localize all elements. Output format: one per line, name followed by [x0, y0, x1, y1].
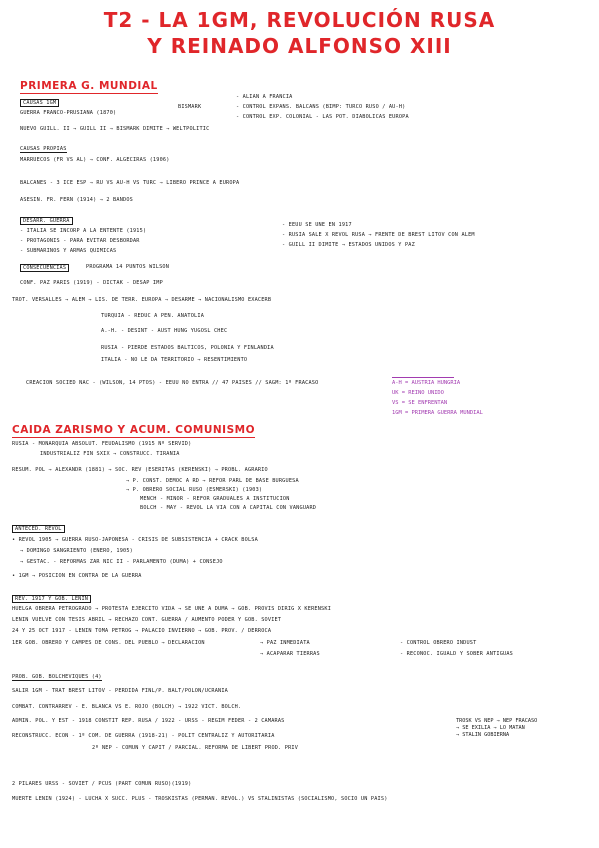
- note-line: MENCH - MINOR - REFOR GRADUALES A INSTITUCION: [140, 496, 290, 502]
- note-line: TROT. VERSALLES → ALEM → LIS. DE TERR. EUROPA → DESARME → NACIONALISMO EXACERB: [12, 297, 272, 303]
- note-line: CONF. PAZ PARIS (1919) - DICTAK - DESAP IMP: [20, 280, 163, 286]
- trick-line: → STALIN GOBIERNA: [456, 732, 510, 738]
- note-line: LENIN VUELVE CON TESIS ABRIL → RECHAZO CONT. GUERRA / AUMENTO PODER Y GOB. SOVIET: [12, 617, 282, 623]
- note-line: - CONTROL EXP. COLONIAL - LAS POT. DIABOLICAS EUROPA: [236, 114, 409, 120]
- note-line: MUERTE LENIN (1924) - LUCHA X SUCC. PLUS - TROSKISTAS (PERMAN. REVOL.) VS STALINISTAS (SOCIALISMO, SOCIO UN PAIS): [12, 796, 388, 802]
- note-line: - GUILL II DIMITE → ESTADOS UNIDOS Y PAZ: [282, 242, 415, 248]
- section-heading-russia: CAIDA ZARISMO Y ACUM. COMUNISMO: [12, 424, 256, 436]
- note-line: → GESTAC. - REFORMAS ZAR NIC II - PARLAMENTO (DUMA) + CONSEJO: [20, 559, 223, 565]
- note-line: - ITALIA SE INCORP A LA ENTENTE (1915): [20, 228, 147, 234]
- note-line: - EEUU SE UNE EN 1917: [282, 222, 352, 228]
- note-line: CREACION SOCIED NAC - (WILSON, 14 PTOS) - EEUU NO ENTRA // 47 PAISES // SAGM: 1º FRACASO: [26, 380, 319, 386]
- note-line: RESUM. POL → ALEXANDR (1881) → SOC. REV (ESERITAS (KERENSKI) → PROBL. AGRARIO: [12, 467, 268, 473]
- note-line: COMBAT. CONTRARREV - E. BLANCA VS E. ROJO (BOLCH) → 1922 VICT. BOLCH.: [12, 704, 242, 710]
- note-line: ANTECED. REVOL: [12, 525, 65, 533]
- note-line: 24 Y 25 OCT 1917 - LENIN TOMA PETROG → PALACIO INVIERNO → GOB. PROV. / DERROCA: [12, 628, 272, 634]
- note-line: RUSIA - PIERDE ESTADOS BALTICOS, POLONIA Y FINLANDIA: [101, 345, 274, 351]
- note-line: CAUSAS PROPIAS: [20, 146, 67, 152]
- trick-line: → SE EXILIA → LO MATAN: [456, 725, 525, 731]
- note-line: PROGRAMA 14 PUNTOS WILSON: [86, 264, 170, 270]
- note-line: NUEVO GUILL. II → GUILL II → BISMARK DIMITE → WELTPOLITIC: [20, 126, 210, 132]
- note-line: BOLCH - MAY - REVOL LA VIA CON A CAPITAL CON VANGUARD: [140, 505, 317, 511]
- note-line: TURQUIA - REDUC A PEN. ANATOLIA: [101, 313, 205, 319]
- section-heading-ww1: PRIMERA G. MUNDIAL: [20, 80, 158, 92]
- note-line: RUSIA - MONARQUIA ABSOLUT. FEUDALISMO (1915 Nº SERVID): [12, 441, 192, 447]
- page-title-line-1: T2 - LA 1GM, REVOLUCIÓN RUSA: [103, 8, 496, 32]
- page-title-line-2: Y REINADO ALFONSO XIII: [147, 34, 452, 58]
- note-line: MARRUECOS (FR VS AL) → CONF. ALGECIRAS (1906): [20, 157, 170, 163]
- key-item: A-H = AUSTRIA HUNGRIA: [392, 380, 461, 386]
- note-line: 2 PILARES URSS - SOVIET / PCUS (PART COMUN RUSO)(1919): [12, 781, 192, 787]
- note-line: → PAZ INMEDIATA: [260, 640, 310, 646]
- note-line: ASESIN. FR. FERN (1914) → 2 BANDOS: [20, 197, 133, 203]
- note-line: BISMARK: [178, 104, 202, 110]
- note-line: - CONTROL OBRERO INDUST: [400, 640, 477, 646]
- key-item: VS = SE ENFRENTAN: [392, 400, 448, 406]
- key-item: 1GM = PRIMERA GUERRA MUNDIAL: [392, 410, 483, 416]
- abbreviation-key: [392, 378, 516, 418]
- note-line: PROB. GOB. BOLCHEVIQUES (4): [12, 674, 102, 680]
- note-line: HUELGA OBRERA PETROGRADO → PROTESTA EJERCITO VIDA → SE UNE A DUMA → GOB. PROVIS DIRIG X KERENSKI: [12, 606, 332, 612]
- note-line: → P. OBRERO SOCIAL RUSO (ESMERSKI) (1903): [126, 487, 263, 493]
- note-line: → P. CONST. DEMOC A RD → REFOR PARL DE BASE BURGUESA: [126, 478, 299, 484]
- note-line: 2º NEP - COMUN Y CAPIT / PARCIAL. REFORMA DE LIBERT PROD. PRIV: [92, 745, 299, 751]
- note-line: - CONTROL EXPANS. BALCANS (BIMP: TURCO RUSO / AU-H): [236, 104, 406, 110]
- note-line: CONSECUENCIAS: [20, 264, 69, 272]
- note-line: BALCANES - 3 ICE ESP → RU VS AU-H VS TURC → LIBERO PRINCE A EUROPA: [20, 180, 240, 186]
- note-line: GUERRA FRANCO-PRUSIANA (1870): [20, 110, 117, 116]
- note-line: A.-H. - DESINT - AUST HUNG YUGOSL CHEC: [101, 328, 228, 334]
- key-item: UK = REINO UNIDO: [392, 390, 444, 396]
- note-line: - PROTAGONIS - PARA EVITAR DESBORDAR: [20, 238, 140, 244]
- note-line: → ACAPARAR TIERRAS: [260, 651, 320, 657]
- note-line: RECONSTRUCC. ECON - 1º COM. DE GUERRA (1918-21) - POLIT CENTRALIZ Y AUTORITARIA: [12, 733, 275, 739]
- note-line: REV. 1917 Y GOB. LENIN: [12, 595, 91, 603]
- note-line: • 1GM → POSICION EN CONTRA DE LA GUERRA: [12, 573, 142, 579]
- note-line: CAUSAS 1GM: [20, 99, 59, 107]
- note-line: → DOMINGO SANGRIENTO (ENERO, 1905): [20, 548, 133, 554]
- note-line: - ALIAN A FRANCIA: [236, 94, 293, 100]
- note-line: - SUBMARINOS Y ARMAS QUIMICAS: [20, 248, 117, 254]
- note-line: • REVOL 1905 → GUERRA RUSO-JAPONESA - CRISIS DE SUBSISTENCIA + CRACK BOLSA: [12, 537, 258, 543]
- trick-line: TROSK VS NEP → NEP FRACASO: [456, 718, 538, 724]
- note-line: 1ER GOB. OBRERO Y CAMPES DE CONS. DEL PUEBLO → DECLARACION: [12, 640, 205, 646]
- note-line: INDUSTRIALIZ FIN SXIX → CONSTRUCC. TIRANIA: [40, 451, 180, 457]
- note-line: - RUSIA SALE X REVOL RUSA → FRENTE DE BREST LITOV CON ALEM: [282, 232, 475, 238]
- note-line: ITALIA - NO LE DA TERRITORIO → RESENTIMIENTO: [101, 357, 248, 363]
- note-line: DESARR. GUERRA: [20, 217, 73, 225]
- note-line: - RECONOC. IGUALD Y SOBER ANTIGUAS: [400, 651, 513, 657]
- trotsky-note: [456, 718, 537, 739]
- note-line: ADMIN. POL. Y EST - 1918 CONSTIT REP. RUSA / 1922 - URSS - REGIM FEDER - 2 CAMARAS: [12, 718, 285, 724]
- note-line: SALIR 1GM - TRAT BREST LITOV - PERDIDA FINL/P. BALT/POLON/UCRANIA: [12, 688, 229, 694]
